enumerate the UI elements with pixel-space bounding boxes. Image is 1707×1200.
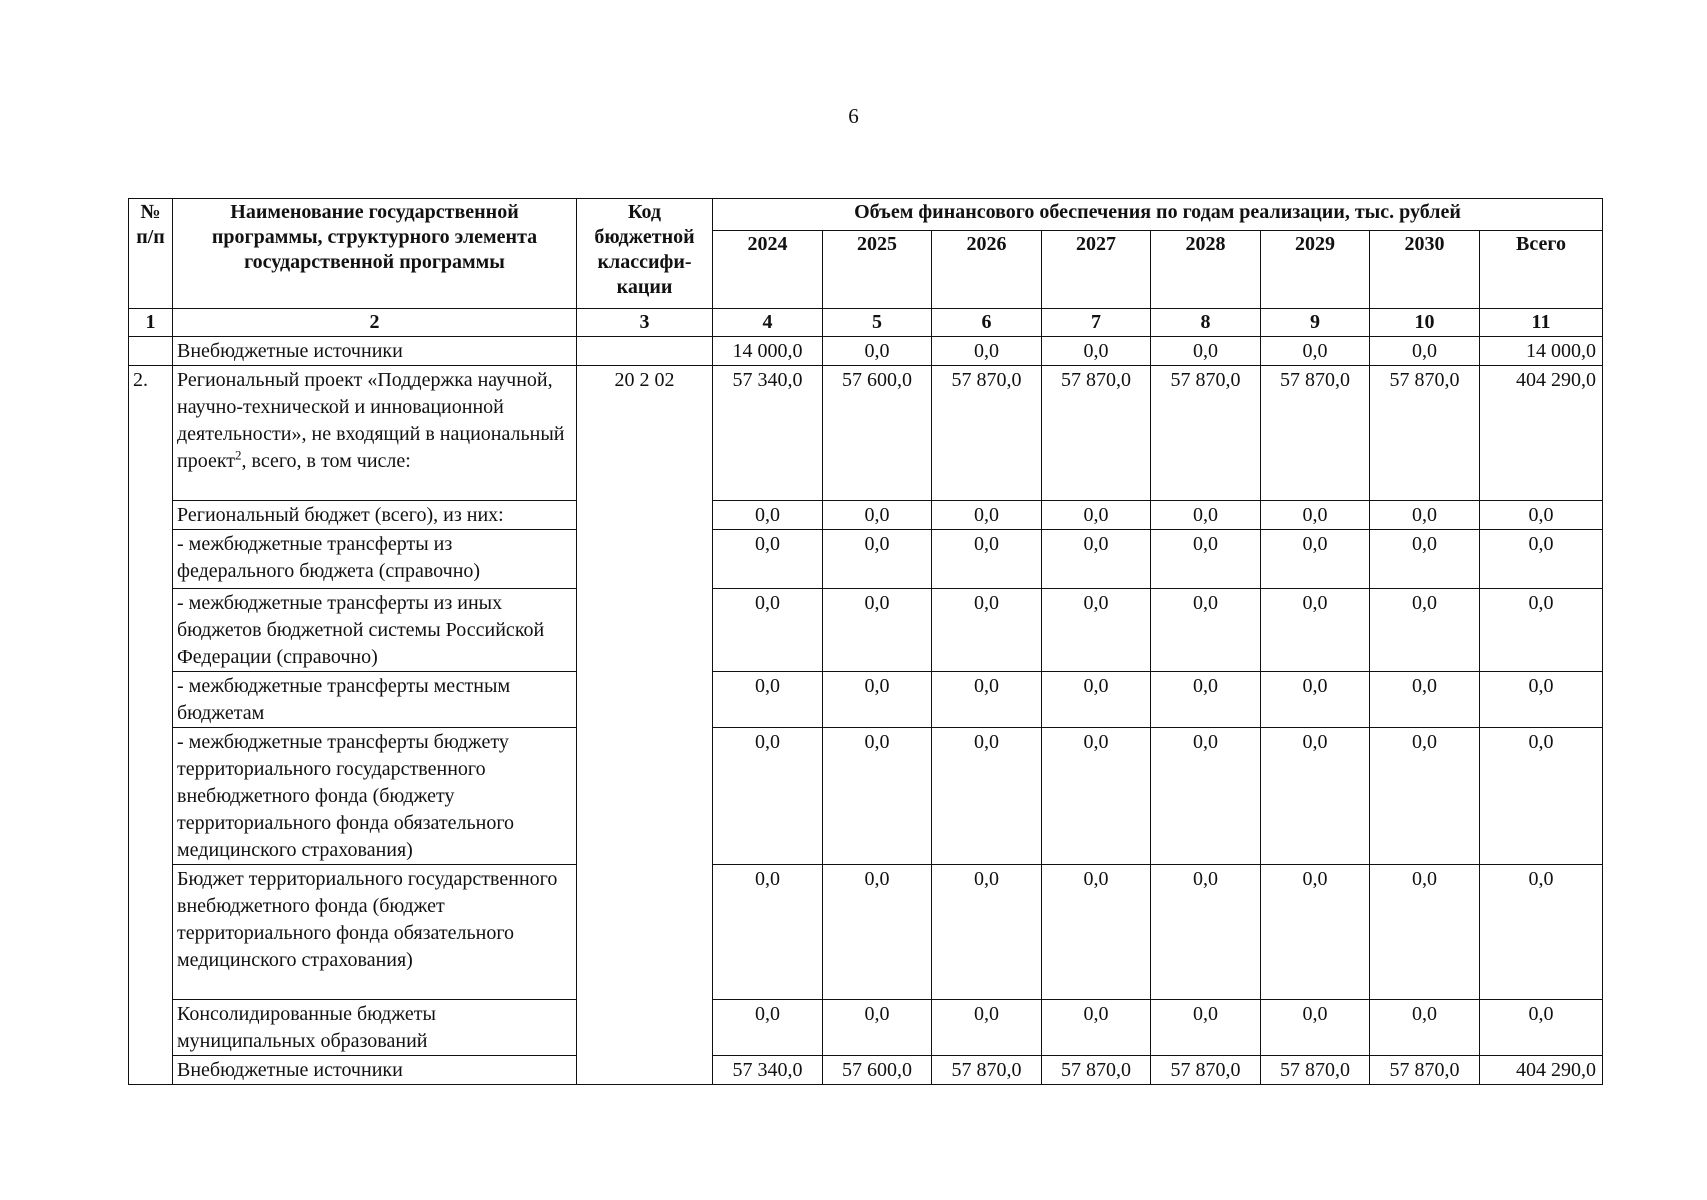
value-cell-total: 0,0 xyxy=(1480,589,1603,672)
header-total: Всего xyxy=(1480,231,1603,309)
value-cell: 0,0 xyxy=(1042,589,1151,672)
value-cell: 57 340,0 xyxy=(713,366,823,501)
value-cell: 0,0 xyxy=(1261,1000,1370,1056)
row-code: 20 2 02 xyxy=(577,366,713,501)
value-cell: 0,0 xyxy=(1151,1000,1261,1056)
empty-cell xyxy=(577,1056,713,1085)
value-cell: 14 000,0 xyxy=(713,337,823,366)
value-cell: 0,0 xyxy=(932,865,1042,1000)
header-col-num: № п/п xyxy=(129,199,173,309)
value-cell: 57 870,0 xyxy=(1042,1056,1151,1085)
value-cell: 0,0 xyxy=(713,501,823,530)
table-row xyxy=(129,501,1603,530)
value-cell: 0,0 xyxy=(713,865,823,1000)
value-cell-total: 0,0 xyxy=(1480,1000,1603,1056)
empty-cell xyxy=(129,501,173,530)
value-cell: 0,0 xyxy=(713,530,823,589)
column-number: 1 xyxy=(129,309,173,337)
value-cell-total: 404 290,0 xyxy=(1480,1056,1603,1085)
value-cell: 0,0 xyxy=(713,728,823,865)
column-number: 9 xyxy=(1261,309,1370,337)
page-number: 6 xyxy=(848,104,859,128)
value-cell: 0,0 xyxy=(1261,530,1370,589)
header-col-name: Наименование государственной программы, структурного элемента государственной программы xyxy=(173,199,577,309)
column-number: 4 xyxy=(713,309,823,337)
empty-cell xyxy=(577,501,713,530)
value-cell: 0,0 xyxy=(1042,501,1151,530)
value-cell: 0,0 xyxy=(1370,672,1480,728)
value-cell: 0,0 xyxy=(1261,672,1370,728)
value-cell: 0,0 xyxy=(932,337,1042,366)
row-name: Внебюджетные источники xyxy=(173,1056,577,1085)
row-name-tail: , всего, в том числе: xyxy=(241,450,411,472)
value-cell-total: 14 000,0 xyxy=(1480,337,1603,366)
empty-cell xyxy=(577,865,713,1000)
value-cell: 0,0 xyxy=(932,501,1042,530)
empty-cell xyxy=(577,1000,713,1056)
value-cell: 0,0 xyxy=(823,672,932,728)
value-cell: 0,0 xyxy=(1261,337,1370,366)
value-cell: 0,0 xyxy=(713,1000,823,1056)
value-cell: 0,0 xyxy=(713,672,823,728)
value-cell: 0,0 xyxy=(1042,1000,1151,1056)
value-cell-total: 0,0 xyxy=(1480,501,1603,530)
column-number: 10 xyxy=(1370,309,1480,337)
value-cell: 0,0 xyxy=(823,530,932,589)
value-cell: 57 870,0 xyxy=(1261,366,1370,501)
table-row xyxy=(129,672,1603,728)
column-number: 3 xyxy=(577,309,713,337)
empty-cell xyxy=(129,589,173,672)
value-cell: 0,0 xyxy=(823,501,932,530)
value-cell: 0,0 xyxy=(1370,728,1480,865)
value-cell: 0,0 xyxy=(1370,865,1480,1000)
value-cell: 0,0 xyxy=(1151,865,1261,1000)
value-cell-total: 0,0 xyxy=(1480,865,1603,1000)
value-cell: 0,0 xyxy=(1151,728,1261,865)
value-cell: 57 870,0 xyxy=(1370,1056,1480,1085)
row-name: Консолидированные бюджеты муниципальных образований xyxy=(173,1000,577,1056)
row-name: - межбюджетные трансферты бюджету территориального государственного внебюджетного фонда (бюджету территориального фонда обязательного медицинского страхования) xyxy=(173,728,577,865)
header-row-column-numbers xyxy=(129,309,1603,337)
value-cell: 0,0 xyxy=(1261,501,1370,530)
value-cell: 0,0 xyxy=(823,337,932,366)
header-col-volume: Объем финансового обеспечения по годам реализации, тыс. рублей xyxy=(713,199,1603,231)
value-cell-total: 0,0 xyxy=(1480,672,1603,728)
row-name: Внебюджетные источники xyxy=(173,337,577,366)
column-number: 7 xyxy=(1042,309,1151,337)
column-number: 8 xyxy=(1151,309,1261,337)
value-cell: 0,0 xyxy=(1261,728,1370,865)
header-year: 2027 xyxy=(1042,231,1151,309)
value-cell: 0,0 xyxy=(932,530,1042,589)
value-cell-total: 0,0 xyxy=(1480,728,1603,865)
empty-cell xyxy=(577,589,713,672)
table-row xyxy=(129,337,1603,366)
row-code xyxy=(577,337,713,366)
row-number xyxy=(129,337,173,366)
column-number: 2 xyxy=(173,309,577,337)
header-year: 2025 xyxy=(823,231,932,309)
empty-cell xyxy=(129,728,173,865)
row-name: Бюджет территориального государственного внебюджетного фонда (бюджет территориального фонда обязательного медицинского страхования) xyxy=(173,865,577,1000)
row-name-text: Региональный проект «Поддержка научной, научно-технической и инновационной деятельности», не входящий в национальный проект xyxy=(177,369,565,472)
value-cell: 57 870,0 xyxy=(1042,366,1151,501)
column-number: 11 xyxy=(1480,309,1603,337)
value-cell: 0,0 xyxy=(713,589,823,672)
row-name: - межбюджетные трансферты местным бюджетам xyxy=(173,672,577,728)
value-cell: 0,0 xyxy=(1370,530,1480,589)
value-cell: 0,0 xyxy=(1370,501,1480,530)
header-year: 2030 xyxy=(1370,231,1480,309)
value-cell: 0,0 xyxy=(1042,672,1151,728)
value-cell: 0,0 xyxy=(1370,589,1480,672)
table-row xyxy=(129,1000,1603,1056)
value-cell: 57 340,0 xyxy=(713,1056,823,1085)
value-cell: 0,0 xyxy=(932,728,1042,865)
value-cell-total: 404 290,0 xyxy=(1480,366,1603,501)
row-name: Региональный бюджет (всего), из них: xyxy=(173,501,577,530)
value-cell: 0,0 xyxy=(1151,589,1261,672)
value-cell: 0,0 xyxy=(1370,337,1480,366)
value-cell: 0,0 xyxy=(1261,865,1370,1000)
value-cell: 0,0 xyxy=(932,589,1042,672)
table-row xyxy=(129,728,1603,865)
value-cell: 57 600,0 xyxy=(823,1056,932,1085)
value-cell: 0,0 xyxy=(932,1000,1042,1056)
table-row xyxy=(129,366,1603,501)
value-cell: 0,0 xyxy=(932,672,1042,728)
empty-cell xyxy=(129,865,173,1000)
value-cell: 0,0 xyxy=(1261,589,1370,672)
column-number: 5 xyxy=(823,309,932,337)
header-col-code: Код бюджетной классифи-кации xyxy=(577,199,713,309)
value-cell: 0,0 xyxy=(1151,501,1261,530)
value-cell: 0,0 xyxy=(1151,337,1261,366)
table-row xyxy=(129,530,1603,589)
header-row-top xyxy=(129,199,1603,231)
row-number: 2. xyxy=(129,366,173,501)
value-cell: 0,0 xyxy=(823,1000,932,1056)
table-row xyxy=(129,589,1603,672)
value-cell: 57 870,0 xyxy=(1261,1056,1370,1085)
table-row xyxy=(129,865,1603,1000)
empty-cell xyxy=(129,530,173,589)
empty-cell xyxy=(577,672,713,728)
value-cell: 57 870,0 xyxy=(1370,366,1480,501)
value-cell: 0,0 xyxy=(823,589,932,672)
value-cell-total: 0,0 xyxy=(1480,530,1603,589)
value-cell: 0,0 xyxy=(1151,530,1261,589)
footnote-mark: 2 xyxy=(235,447,242,463)
empty-cell xyxy=(129,672,173,728)
table-row xyxy=(129,1056,1603,1085)
value-cell: 0,0 xyxy=(823,865,932,1000)
value-cell: 57 600,0 xyxy=(823,366,932,501)
empty-cell xyxy=(129,1000,173,1056)
row-name: - межбюджетные трансферты из иных бюджетов бюджетной системы Российской Федерации (справочно) xyxy=(173,589,577,672)
value-cell: 57 870,0 xyxy=(932,366,1042,501)
value-cell: 0,0 xyxy=(1370,1000,1480,1056)
header-year: 2026 xyxy=(932,231,1042,309)
header-year: 2028 xyxy=(1151,231,1261,309)
value-cell: 0,0 xyxy=(823,728,932,865)
empty-cell xyxy=(129,1056,173,1085)
header-year: 2024 xyxy=(713,231,823,309)
value-cell: 0,0 xyxy=(1042,865,1151,1000)
empty-cell xyxy=(577,728,713,865)
value-cell: 0,0 xyxy=(1042,728,1151,865)
row-name: - межбюджетные трансферты из федерального бюджета (справочно) xyxy=(173,530,577,589)
financing-table xyxy=(128,198,1603,1085)
value-cell: 57 870,0 xyxy=(1151,366,1261,501)
empty-cell xyxy=(577,530,713,589)
header-year: 2029 xyxy=(1261,231,1370,309)
value-cell: 57 870,0 xyxy=(1151,1056,1261,1085)
value-cell: 0,0 xyxy=(1151,672,1261,728)
value-cell: 0,0 xyxy=(1042,530,1151,589)
value-cell: 0,0 xyxy=(1042,337,1151,366)
column-number: 6 xyxy=(932,309,1042,337)
row-name xyxy=(173,366,577,501)
value-cell: 57 870,0 xyxy=(932,1056,1042,1085)
